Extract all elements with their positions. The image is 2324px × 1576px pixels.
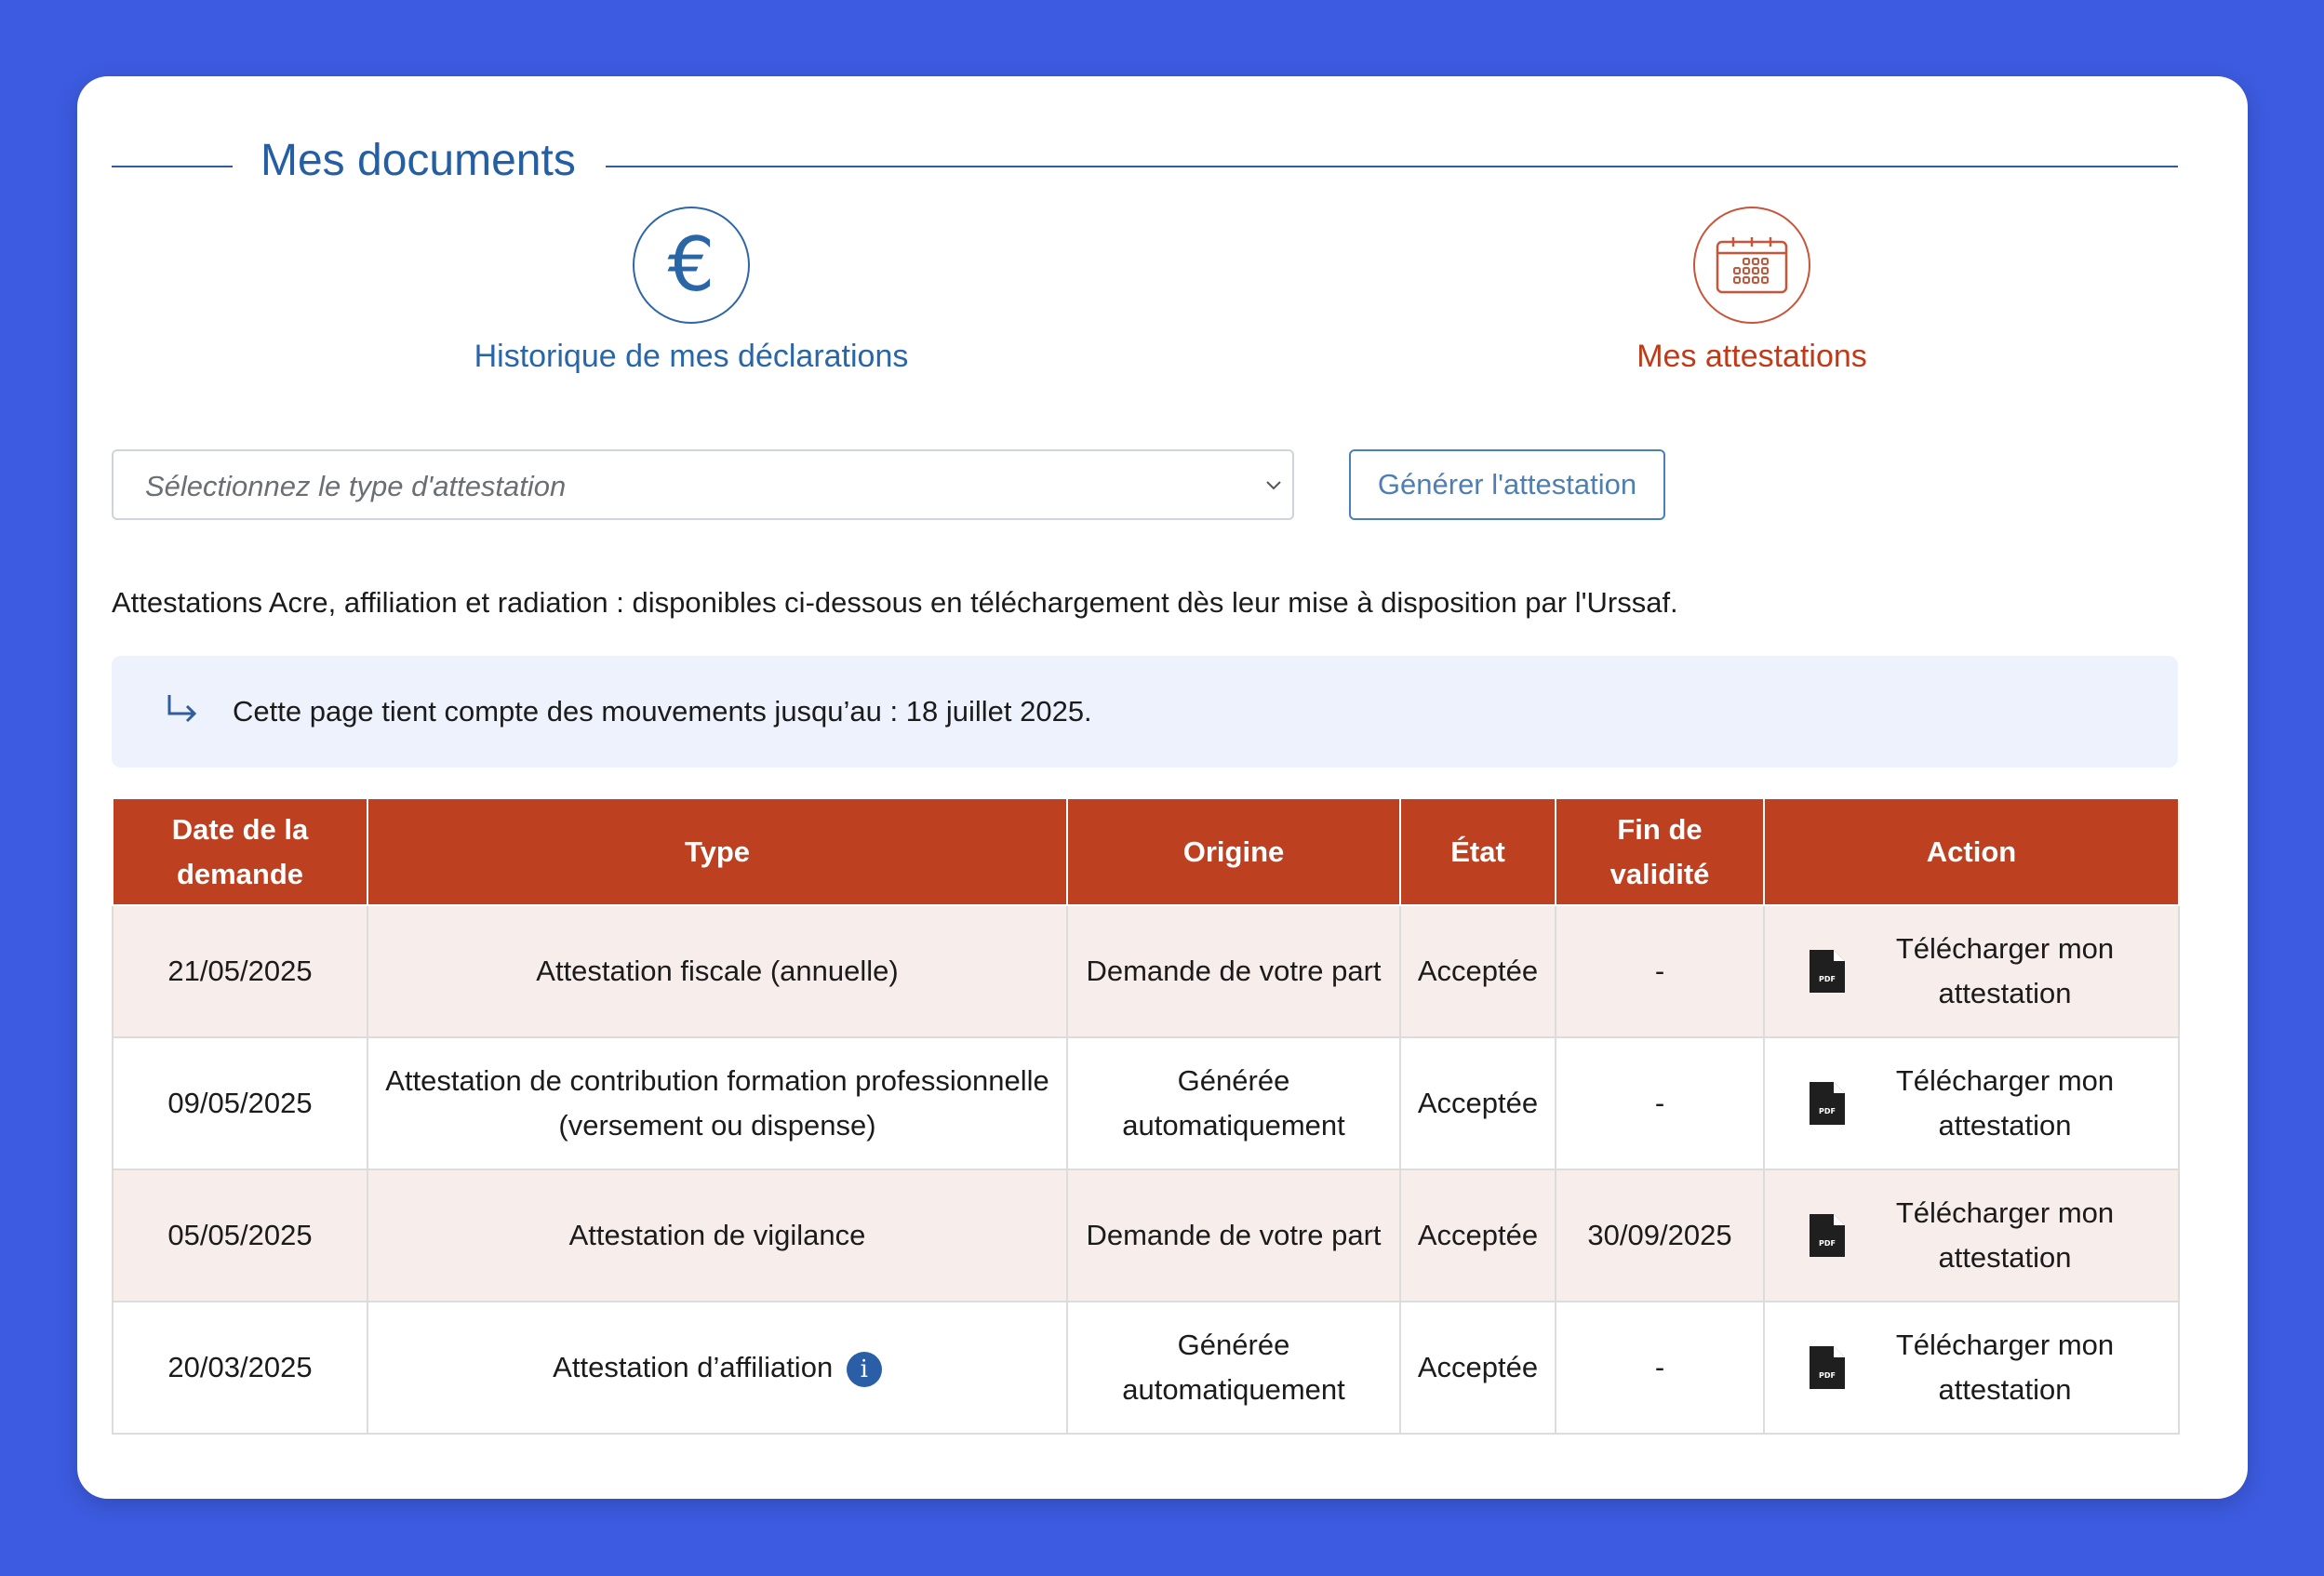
pdf-icon (1808, 1212, 1847, 1259)
cell-etat: Acceptée (1400, 1302, 1556, 1434)
nav-my-attestations[interactable] (1445, 207, 2059, 375)
update-notice (112, 656, 2178, 768)
cell-date: 09/05/2025 (113, 1037, 367, 1169)
cell-action (1764, 1169, 2179, 1302)
cell-action (1764, 1037, 2179, 1169)
col-action: Action (1764, 798, 2179, 905)
cell-type-text: Attestation d’affiliation (553, 1351, 834, 1383)
arrow-return-icon (164, 691, 201, 734)
cell-action (1764, 905, 2179, 1037)
page-title: Mes documents (260, 136, 576, 185)
cell-action (1764, 1302, 2179, 1434)
cell-fin: 30/09/2025 (1556, 1169, 1764, 1302)
calendar-icon (1693, 207, 1810, 324)
table-row (113, 1037, 2179, 1169)
cell-fin: - (1556, 1037, 1764, 1169)
header-divider-left (112, 166, 233, 167)
cell-etat: Acceptée (1400, 1037, 1556, 1169)
attestation-type-select[interactable] (112, 449, 1294, 520)
cell-origine: Générée automatiquement (1067, 1302, 1400, 1434)
table-row (113, 1302, 2179, 1434)
col-type: Type (367, 798, 1067, 905)
notice-text: Cette page tient compte des mouvements jusqu’au : 18 juillet 2025. (233, 695, 1092, 728)
documents-card (77, 76, 2248, 1499)
cell-origine: Générée automatiquement (1067, 1037, 1400, 1169)
pdf-icon (1808, 1344, 1847, 1391)
svg-text:PDF: PDF (1819, 1107, 1836, 1115)
download-attestation-link[interactable] (1778, 1059, 2165, 1148)
availability-info: Attestations Acre, affiliation et radiation : disponibles ci-dessous en téléchargement dès leur mise à disposition par l'Urssaf. (112, 586, 1678, 619)
nav-attestations-label: Mes attestations (1636, 339, 1867, 374)
col-date: Date de la demande (113, 798, 367, 905)
attestations-table (112, 797, 2180, 1435)
download-label[interactable]: Télécharger mon attestation (1895, 1064, 2115, 1142)
nav-history-declarations[interactable] (384, 207, 998, 375)
cell-etat: Acceptée (1400, 1169, 1556, 1302)
cell-origine: Demande de votre part (1067, 1169, 1400, 1302)
download-attestation-link[interactable] (1778, 927, 2165, 1016)
table-row (113, 905, 2179, 1037)
cell-type (367, 1302, 1067, 1434)
nav-history-label: Historique de mes déclarations (474, 339, 909, 374)
col-origine: Origine (1067, 798, 1400, 905)
cell-date: 20/03/2025 (113, 1302, 367, 1434)
download-attestation-link[interactable] (1778, 1323, 2165, 1412)
svg-text:PDF: PDF (1819, 975, 1836, 983)
svg-text:PDF: PDF (1819, 1371, 1836, 1380)
chevron-down-icon (1264, 474, 1283, 498)
col-fin-validite: Fin de validité (1556, 798, 1764, 905)
table-row (113, 1169, 2179, 1302)
cell-fin: - (1556, 905, 1764, 1037)
download-label[interactable]: Télécharger mon attestation (1895, 932, 2115, 1009)
cell-type: Attestation fiscale (annuelle) (367, 905, 1067, 1037)
cell-fin: - (1556, 1302, 1764, 1434)
cell-type: Attestation de vigilance (367, 1169, 1067, 1302)
header-divider-right (606, 166, 2178, 167)
euro-icon: € (633, 207, 750, 324)
cell-origine: Demande de votre part (1067, 905, 1400, 1037)
select-placeholder: Sélectionnez le type d'attestation (145, 470, 567, 502)
svg-text:PDF: PDF (1819, 1239, 1836, 1248)
cell-etat: Acceptée (1400, 905, 1556, 1037)
info-icon[interactable]: i (847, 1352, 882, 1387)
download-label[interactable]: Télécharger mon attestation (1895, 1329, 2115, 1406)
col-etat: État (1400, 798, 1556, 905)
section-header (112, 107, 2178, 185)
download-label[interactable]: Télécharger mon attestation (1895, 1196, 2115, 1274)
generate-attestation-button[interactable]: Générer l'attestation (1349, 449, 1665, 520)
table-header-row (113, 798, 2179, 905)
cell-date: 21/05/2025 (113, 905, 367, 1037)
pdf-icon (1808, 948, 1847, 995)
pdf-icon (1808, 1080, 1847, 1127)
cell-date: 05/05/2025 (113, 1169, 367, 1302)
cell-type: Attestation de contribution formation professionnelle (versement ou dispense) (367, 1037, 1067, 1169)
download-attestation-link[interactable] (1778, 1191, 2165, 1280)
